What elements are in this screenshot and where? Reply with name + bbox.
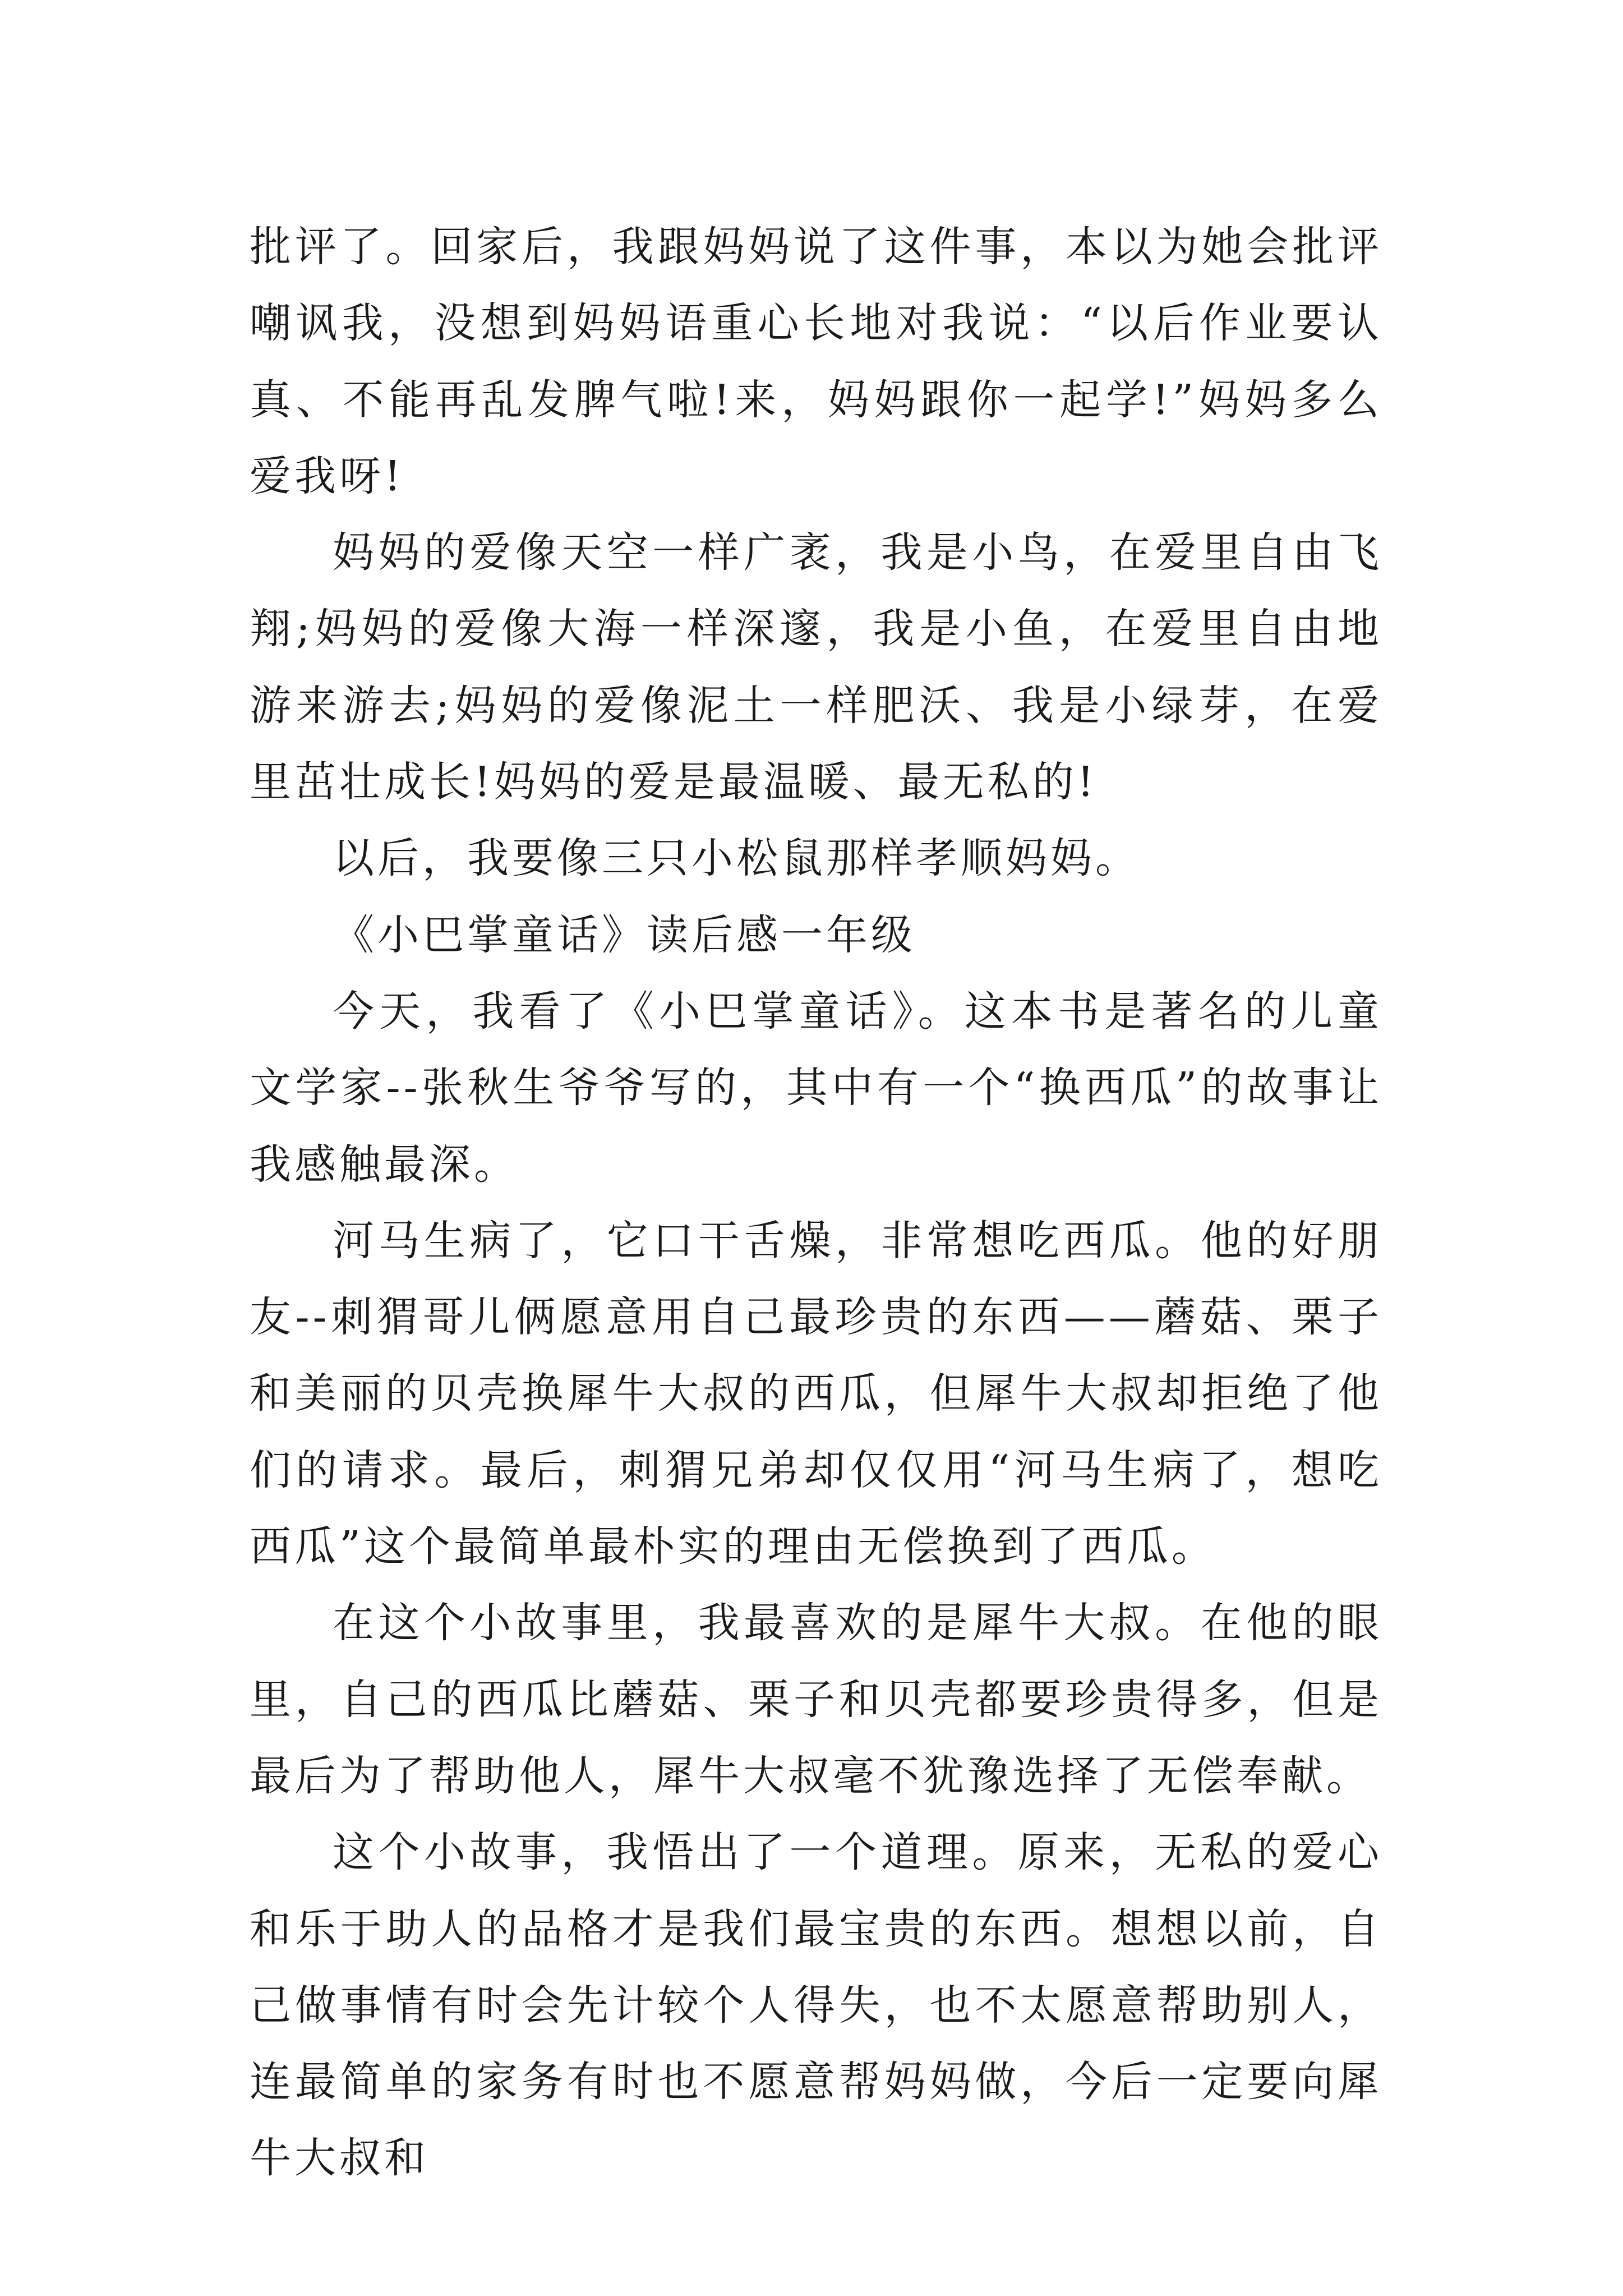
paragraph-lesson: 这个小故事，我悟出了一个道理。原来，无私的爱心和乐于助人的品格才是我们最宝贵的东西。想想以前，自己做事情有时会先计较个人得失，也不太愿意帮助别人，连最简单的家务有时也不愿意帮妈妈做，今后一定要向犀牛大叔和: [250, 1828, 1382, 2183]
paragraph-story: 河马生病了，它口干舌燥，非常想吃西瓜。他的好朋友--刺猬哥儿俩愿意用自己最珍贵的东西——蘑菇、栗子和美丽的贝壳换犀牛大叔的西瓜，但犀牛大叔却拒绝了他们的请求。最后，刺猬兄弟却仅仅用“河马生病了，想吃西瓜”这个最简单最朴实的理由无偿换到了西瓜。: [250, 1216, 1382, 1571]
paragraph-conclusion: 以后，我要像三只小松鼠那样孝顺妈妈。: [333, 834, 1140, 883]
paragraph-mothers-love: 妈妈的爱像天空一样广袤，我是小鸟，在爱里自由飞翔;妈妈的爱像大海一样深邃，我是小鱼，在爱里自由地游来游去;妈妈的爱像泥土一样肥沃、我是小绿芽，在爱里茁壮成长!妈妈的爱是最温暖、最无私的!: [250, 528, 1382, 807]
paragraph-continuation: 批评了。回家后，我跟妈妈说了这件事，本以为她会批评嘲讽我，没想到妈妈语重心长地对我说：“以后作业要认真、不能再乱发脾气啦!来，妈妈跟你一起学!”妈妈多么爱我呀!: [250, 223, 1382, 500]
paragraph-intro: 今天，我看了《小巴掌童话》。这本书是著名的儿童文学家--张秋生爷爷写的，其中有一个“换西瓜”的故事让我感触最深。: [250, 987, 1382, 1189]
paragraph-favorite: 在这个小故事里，我最喜欢的是犀牛大叔。在他的眼里，自己的西瓜比蘑菇、栗子和贝壳都要珍贵得多，但是最后为了帮助他人，犀牛大叔毫不犹豫选择了无偿奉献。: [250, 1599, 1382, 1800]
section-heading: 《小巴掌童话》读后感一年级: [333, 910, 916, 959]
document-body: [250, 209, 1382, 2197]
